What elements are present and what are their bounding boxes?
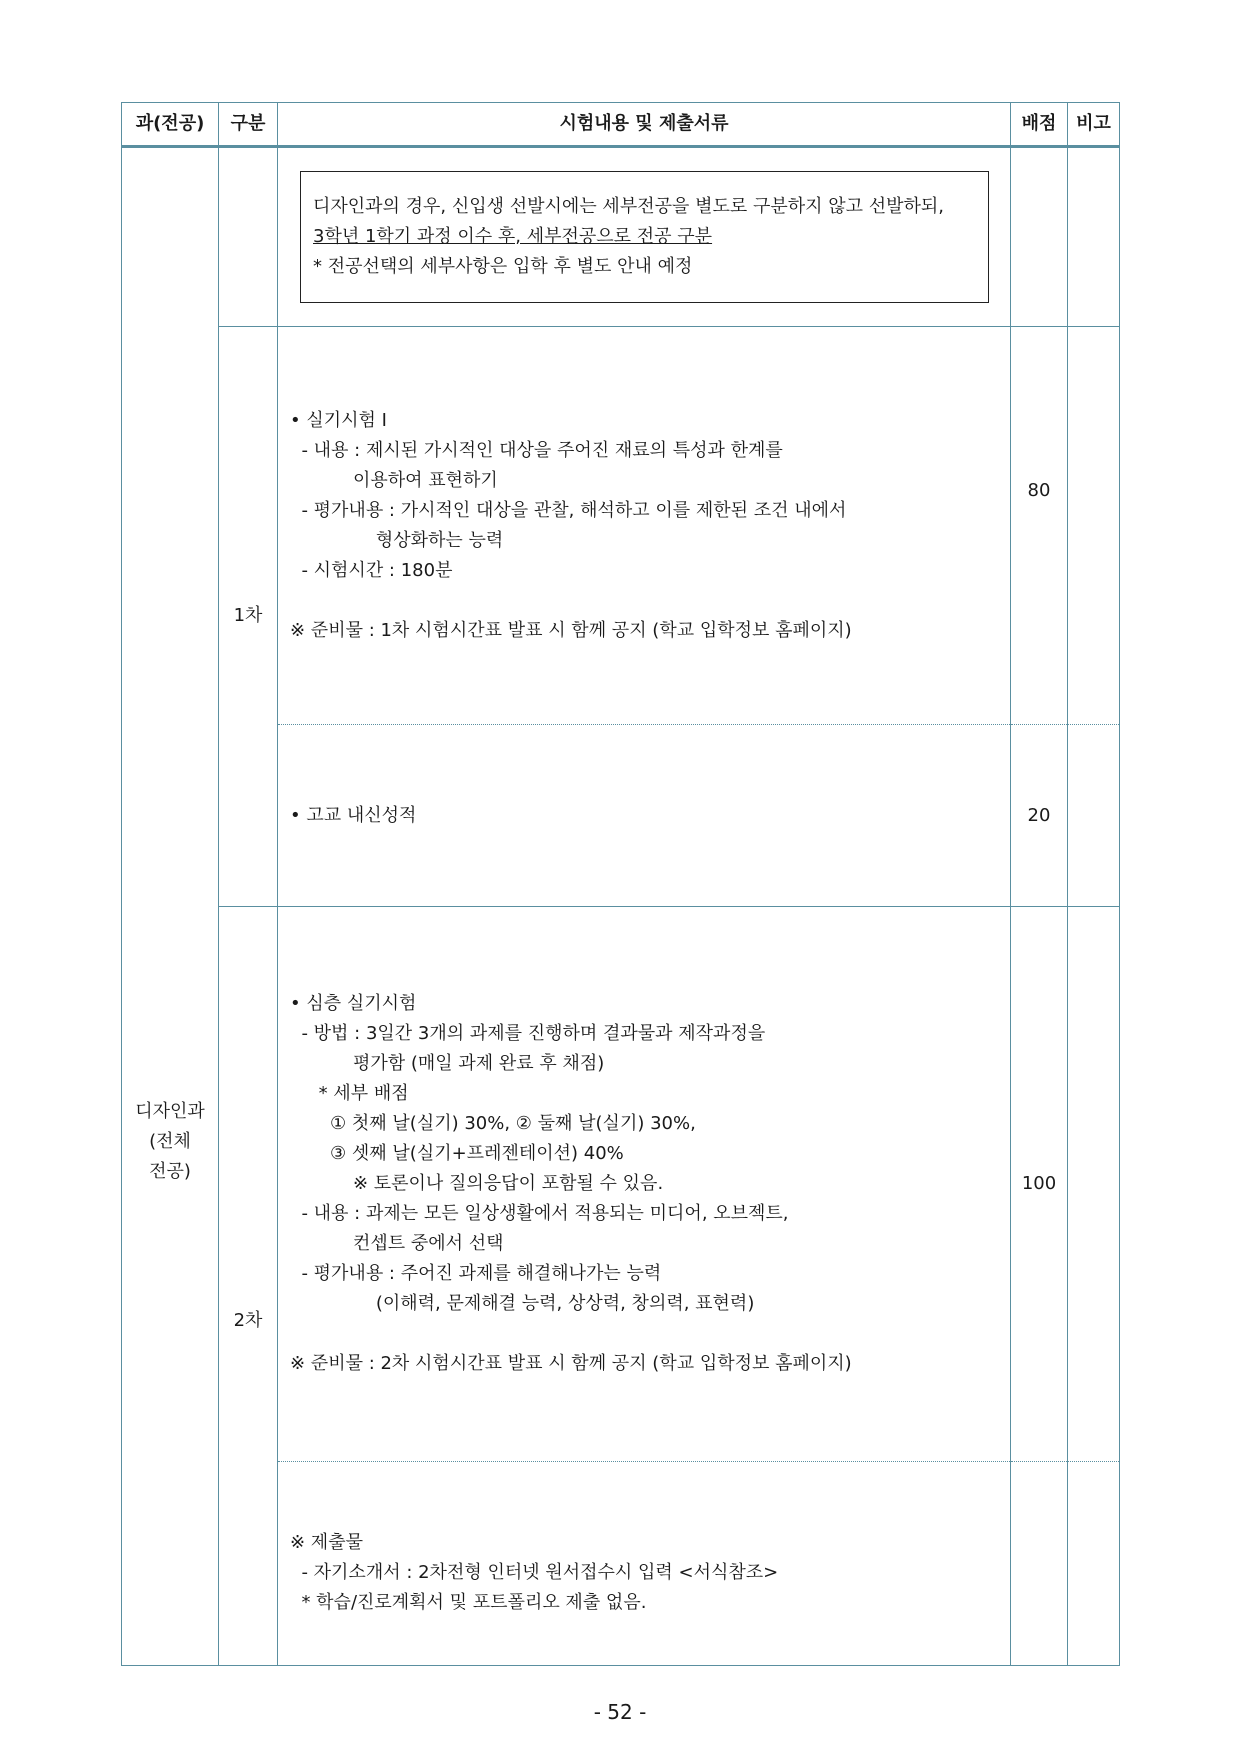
stage2-practical-content — [278, 907, 1011, 1462]
notice-box — [300, 171, 989, 303]
stage1-line: 이용하여 표현하기 — [290, 469, 498, 491]
stage2-line: - 내용 : 과제는 모든 일상생활에서 적용되는 미디어, 오브젝트, — [290, 1202, 789, 1224]
header-dept: 과(전공) — [122, 103, 219, 147]
stage2-submission-score — [1011, 1461, 1068, 1665]
notice-line-1: 디자인과의 경우, 신입생 선발시에는 세부전공을 별도로 구분하지 않고 선발하되, — [313, 196, 945, 217]
stage2-line: ③ 셋째 날(실기+프레젠테이션) 40% — [290, 1142, 624, 1164]
notice-note-cell — [1068, 147, 1120, 327]
stage1-line: - 평가내용 : 가시적인 대상을 관찰, 해석하고 이를 제한된 조건 내에서 — [290, 499, 847, 521]
stage2-line: 평가함 (매일 과제 완료 후 채점) — [290, 1052, 605, 1074]
department-name: 디자인과 — [135, 1100, 205, 1122]
stage2-submission-note — [1068, 1461, 1120, 1665]
stage2-line: ① 첫째 날(실기) 30%, ② 둘째 날(실기) 30%, — [290, 1112, 696, 1134]
header-note: 비고 — [1068, 103, 1120, 147]
department-scope-2: 전공) — [149, 1160, 191, 1182]
stage1-practical-note — [1068, 326, 1120, 724]
stage1-grades-content: • 고교 내신성적 — [278, 725, 1011, 907]
stage2-line: - 방법 : 3일간 3개의 과제를 진행하며 결과물과 제작과정을 — [290, 1022, 766, 1044]
stage1-line: 형상화하는 능력 — [290, 529, 504, 551]
stage1-label: 1차 — [219, 326, 278, 906]
stage2-practical-score: 100 — [1011, 907, 1068, 1462]
stage1-line — [290, 586, 1010, 616]
stage1-line: • 실기시험 I — [290, 409, 387, 431]
stage1-practical-score: 80 — [1011, 326, 1068, 724]
notice-content-cell — [278, 147, 1011, 327]
stage2-line: - 평가내용 : 주어진 과제를 해결해나가는 능력 — [290, 1262, 662, 1284]
stage1-practical-content — [278, 326, 1011, 724]
stage1-grades-score: 20 — [1011, 725, 1068, 907]
submission-line: - 자기소개서 : 2차전형 인터넷 원서접수시 입력 <서식참조> — [290, 1562, 779, 1584]
stage1-practical-row — [122, 326, 1120, 724]
notice-stage-cell — [219, 147, 278, 327]
department-scope-1: (전체 — [149, 1130, 191, 1152]
admission-table — [121, 102, 1120, 1666]
header-row — [122, 103, 1120, 147]
stage2-practical-row — [122, 907, 1120, 1462]
submission-line: * 학습/진로계획서 및 포트폴리오 제출 없음. — [290, 1592, 647, 1614]
stage2-line — [290, 1319, 1010, 1349]
notice-line-2: 3학년 1학기 과정 이수 후, 세부전공으로 전공 구분 — [313, 226, 713, 247]
notice-score-cell — [1011, 147, 1068, 327]
stage2-line: ※ 토론이나 질의응답이 포함될 수 있음. — [290, 1172, 664, 1194]
stage1-line: - 시험시간 : 180분 — [290, 559, 453, 581]
submission-line: ※ 제출물 — [290, 1532, 363, 1554]
stage2-line: ※ 준비물 : 2차 시험시간표 발표 시 함께 공지 (학교 입학정보 홈페이지) — [290, 1352, 852, 1374]
notice-row — [122, 147, 1120, 327]
stage2-line: * 세부 배점 — [290, 1082, 409, 1104]
header-stage: 구분 — [219, 103, 278, 147]
notice-line-3: * 전공선택의 세부사항은 입학 후 별도 안내 예정 — [313, 256, 693, 277]
header-content: 시험내용 및 제출서류 — [278, 103, 1011, 147]
stage2-line: • 심층 실기시험 — [290, 992, 417, 1014]
page-number: - 52 - — [593, 1700, 647, 1724]
stage2-practical-note — [1068, 907, 1120, 1462]
stage1-line: ※ 준비물 : 1차 시험시간표 발표 시 함께 공지 (학교 입학정보 홈페이지) — [290, 619, 852, 641]
stage2-line: (이해력, 문제해결 능력, 상상력, 창의력, 표현력) — [290, 1292, 755, 1314]
stage1-line: - 내용 : 제시된 가시적인 대상을 주어진 재료의 특성과 한계를 — [290, 439, 783, 461]
department-cell — [122, 147, 219, 1666]
header-score: 배점 — [1011, 103, 1068, 147]
stage2-label: 2차 — [219, 907, 278, 1666]
stage2-line: 컨셉트 중에서 선택 — [290, 1232, 504, 1254]
stage2-submission-content — [278, 1461, 1011, 1665]
stage1-grades-note — [1068, 725, 1120, 907]
